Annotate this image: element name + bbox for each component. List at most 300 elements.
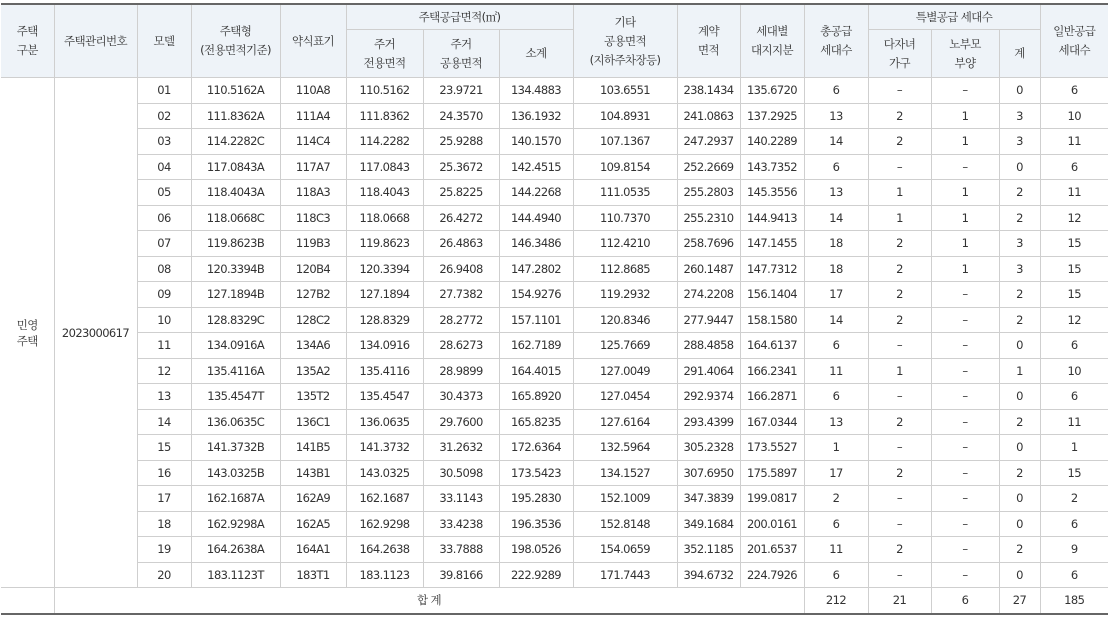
subtotal-cell: 146.3486 bbox=[499, 231, 573, 257]
residential-exclusive-cell: 119.8623 bbox=[346, 231, 423, 257]
table-row bbox=[1, 129, 1108, 155]
land-share-cell: 166.2871 bbox=[740, 384, 804, 410]
subtotal-cell: 173.5423 bbox=[499, 460, 573, 486]
house-type-cell: 110.5162A bbox=[191, 78, 280, 104]
land-share-cell: 156.1404 bbox=[740, 282, 804, 308]
supply-table bbox=[1, 3, 1108, 615]
elderly-parents-cell: – bbox=[931, 384, 999, 410]
model-cell: 14 bbox=[137, 409, 191, 435]
table-row bbox=[1, 435, 1108, 461]
residential-common-cell: 25.9288 bbox=[423, 129, 499, 155]
other-common-cell: 152.1009 bbox=[573, 486, 677, 512]
abbrev-cell: 119B3 bbox=[280, 231, 346, 257]
elderly-parents-cell: – bbox=[931, 511, 999, 537]
special-total-cell: 3 bbox=[999, 103, 1040, 129]
multi-child-cell: 1 bbox=[868, 205, 931, 231]
abbrev-cell: 110A8 bbox=[280, 78, 346, 104]
land-share-cell: 158.1580 bbox=[740, 307, 804, 333]
model-cell: 20 bbox=[137, 562, 191, 588]
general-supply-cell: 15 bbox=[1040, 231, 1108, 257]
table-row bbox=[1, 256, 1108, 282]
table-row bbox=[1, 511, 1108, 537]
residential-common-cell: 26.9408 bbox=[423, 256, 499, 282]
elderly-parents-cell: – bbox=[931, 435, 999, 461]
header-contract-area: 계약 면적 bbox=[677, 4, 740, 78]
multi-child-cell: 2 bbox=[868, 231, 931, 257]
totals-elderly-parents: 6 bbox=[931, 588, 999, 614]
multi-child-cell: – bbox=[868, 511, 931, 537]
subtotal-cell: 222.9289 bbox=[499, 562, 573, 588]
general-supply-cell: 15 bbox=[1040, 282, 1108, 308]
other-common-cell: 111.0535 bbox=[573, 180, 677, 206]
contract-area-cell: 241.0863 bbox=[677, 103, 740, 129]
table-row bbox=[1, 103, 1108, 129]
other-common-cell: 127.0049 bbox=[573, 358, 677, 384]
header-subtotal: 소계 bbox=[499, 30, 573, 78]
totals-multi-child: 21 bbox=[868, 588, 931, 614]
general-supply-cell: 12 bbox=[1040, 307, 1108, 333]
special-total-cell: 3 bbox=[999, 256, 1040, 282]
contract-area-cell: 258.7696 bbox=[677, 231, 740, 257]
elderly-parents-cell: 1 bbox=[931, 103, 999, 129]
land-share-cell: 144.9413 bbox=[740, 205, 804, 231]
model-cell: 10 bbox=[137, 307, 191, 333]
multi-child-cell: – bbox=[868, 562, 931, 588]
land-share-cell: 167.0344 bbox=[740, 409, 804, 435]
other-common-cell: 127.0454 bbox=[573, 384, 677, 410]
residential-exclusive-cell: 114.2282 bbox=[346, 129, 423, 155]
land-share-cell: 145.3556 bbox=[740, 180, 804, 206]
elderly-parents-cell: 1 bbox=[931, 256, 999, 282]
contract-area-cell: 307.6950 bbox=[677, 460, 740, 486]
total-supply-cell: 17 bbox=[804, 460, 868, 486]
abbrev-cell: 135A2 bbox=[280, 358, 346, 384]
abbrev-cell: 136C1 bbox=[280, 409, 346, 435]
special-total-cell: 2 bbox=[999, 409, 1040, 435]
table-row bbox=[1, 384, 1108, 410]
special-total-cell: 0 bbox=[999, 435, 1040, 461]
subtotal-cell: 198.0526 bbox=[499, 537, 573, 563]
table-row bbox=[1, 154, 1108, 180]
special-total-cell: 0 bbox=[999, 154, 1040, 180]
multi-child-cell: 2 bbox=[868, 129, 931, 155]
elderly-parents-cell: – bbox=[931, 486, 999, 512]
header-total-supply: 총공급 세대수 bbox=[804, 4, 868, 78]
residential-common-cell: 28.9899 bbox=[423, 358, 499, 384]
elderly-parents-cell: – bbox=[931, 460, 999, 486]
land-share-cell: 147.7312 bbox=[740, 256, 804, 282]
subtotal-cell: 140.1570 bbox=[499, 129, 573, 155]
residential-common-cell: 27.7382 bbox=[423, 282, 499, 308]
house-type-cell: 114.2282C bbox=[191, 129, 280, 155]
general-supply-cell: 10 bbox=[1040, 358, 1108, 384]
table-row bbox=[1, 358, 1108, 384]
other-common-cell: 112.4210 bbox=[573, 231, 677, 257]
house-type-cell: 134.0916A bbox=[191, 333, 280, 359]
total-supply-cell: 11 bbox=[804, 537, 868, 563]
model-cell: 03 bbox=[137, 129, 191, 155]
subtotal-cell: 147.2802 bbox=[499, 256, 573, 282]
contract-area-cell: 293.4399 bbox=[677, 409, 740, 435]
total-supply-cell: 6 bbox=[804, 78, 868, 104]
general-supply-cell: 6 bbox=[1040, 511, 1108, 537]
residential-common-cell: 26.4863 bbox=[423, 231, 499, 257]
abbrev-cell: 183T1 bbox=[280, 562, 346, 588]
contract-area-cell: 255.2803 bbox=[677, 180, 740, 206]
contract-area-cell: 252.2669 bbox=[677, 154, 740, 180]
contract-area-cell: 288.4858 bbox=[677, 333, 740, 359]
residential-common-cell: 33.1143 bbox=[423, 486, 499, 512]
model-cell: 18 bbox=[137, 511, 191, 537]
total-supply-cell: 13 bbox=[804, 103, 868, 129]
multi-child-cell: 2 bbox=[868, 307, 931, 333]
elderly-parents-cell: 1 bbox=[931, 129, 999, 155]
residential-exclusive-cell: 118.4043 bbox=[346, 180, 423, 206]
special-total-cell: 0 bbox=[999, 333, 1040, 359]
other-common-cell: 112.8685 bbox=[573, 256, 677, 282]
total-supply-cell: 18 bbox=[804, 256, 868, 282]
house-type-cell: 164.2638A bbox=[191, 537, 280, 563]
elderly-parents-cell: – bbox=[931, 537, 999, 563]
subtotal-cell: 165.8920 bbox=[499, 384, 573, 410]
contract-area-cell: 274.2208 bbox=[677, 282, 740, 308]
residential-common-cell: 28.2772 bbox=[423, 307, 499, 333]
total-supply-cell: 13 bbox=[804, 409, 868, 435]
land-share-cell: 201.6537 bbox=[740, 537, 804, 563]
model-cell: 12 bbox=[137, 358, 191, 384]
special-total-cell: 2 bbox=[999, 537, 1040, 563]
contract-area-cell: 394.6732 bbox=[677, 562, 740, 588]
contract-area-cell: 277.9447 bbox=[677, 307, 740, 333]
total-supply-cell: 1 bbox=[804, 435, 868, 461]
special-total-cell: 0 bbox=[999, 511, 1040, 537]
other-common-cell: 154.0659 bbox=[573, 537, 677, 563]
house-type-cell: 128.8329C bbox=[191, 307, 280, 333]
residential-exclusive-cell: 164.2638 bbox=[346, 537, 423, 563]
subtotal-cell: 172.6364 bbox=[499, 435, 573, 461]
general-supply-cell: 6 bbox=[1040, 562, 1108, 588]
house-type-cell: 183.1123T bbox=[191, 562, 280, 588]
general-supply-cell: 12 bbox=[1040, 205, 1108, 231]
table-row bbox=[1, 282, 1108, 308]
total-supply-cell: 14 bbox=[804, 129, 868, 155]
contract-area-cell: 292.9374 bbox=[677, 384, 740, 410]
land-share-cell: 135.6720 bbox=[740, 78, 804, 104]
header-other-common: 기타 공용면적 (지하주차장등) bbox=[573, 4, 677, 78]
model-cell: 06 bbox=[137, 205, 191, 231]
house-type-cell: 127.1894B bbox=[191, 282, 280, 308]
special-total-cell: 2 bbox=[999, 307, 1040, 333]
land-share-cell: 224.7926 bbox=[740, 562, 804, 588]
abbrev-cell: 164A1 bbox=[280, 537, 346, 563]
contract-area-cell: 349.1684 bbox=[677, 511, 740, 537]
total-supply-cell: 14 bbox=[804, 205, 868, 231]
land-share-cell: 173.5527 bbox=[740, 435, 804, 461]
other-common-cell: 125.7669 bbox=[573, 333, 677, 359]
land-share-cell: 147.1455 bbox=[740, 231, 804, 257]
special-total-cell: 0 bbox=[999, 384, 1040, 410]
elderly-parents-cell: – bbox=[931, 282, 999, 308]
residential-exclusive-cell: 111.8362 bbox=[346, 103, 423, 129]
residential-common-cell: 26.4272 bbox=[423, 205, 499, 231]
model-cell: 08 bbox=[137, 256, 191, 282]
residential-exclusive-cell: 136.0635 bbox=[346, 409, 423, 435]
other-common-cell: 120.8346 bbox=[573, 307, 677, 333]
header-housing-type: 주택 구분 bbox=[1, 4, 54, 78]
land-share-cell: 164.6137 bbox=[740, 333, 804, 359]
other-common-cell: 132.5964 bbox=[573, 435, 677, 461]
residential-common-cell: 33.4238 bbox=[423, 511, 499, 537]
house-type-cell: 119.8623B bbox=[191, 231, 280, 257]
elderly-parents-cell: – bbox=[931, 562, 999, 588]
residential-common-cell: 30.4373 bbox=[423, 384, 499, 410]
totals-general-supply: 185 bbox=[1040, 588, 1108, 614]
total-supply-cell: 18 bbox=[804, 231, 868, 257]
other-common-cell: 104.8931 bbox=[573, 103, 677, 129]
table-row bbox=[1, 307, 1108, 333]
elderly-parents-cell: – bbox=[931, 333, 999, 359]
residential-common-cell: 25.3672 bbox=[423, 154, 499, 180]
general-supply-cell: 2 bbox=[1040, 486, 1108, 512]
house-type-cell: 162.9298A bbox=[191, 511, 280, 537]
special-total-cell: 0 bbox=[999, 486, 1040, 512]
residential-exclusive-cell: 141.3732 bbox=[346, 435, 423, 461]
elderly-parents-cell: 1 bbox=[931, 231, 999, 257]
general-supply-cell: 15 bbox=[1040, 256, 1108, 282]
other-common-cell: 103.6551 bbox=[573, 78, 677, 104]
house-type-cell: 135.4116A bbox=[191, 358, 280, 384]
general-supply-cell: 11 bbox=[1040, 180, 1108, 206]
multi-child-cell: 2 bbox=[868, 460, 931, 486]
residential-common-cell: 31.2632 bbox=[423, 435, 499, 461]
header-mgmt-no: 주택관리번호 bbox=[54, 4, 137, 78]
land-share-cell: 175.5897 bbox=[740, 460, 804, 486]
abbrev-cell: 143B1 bbox=[280, 460, 346, 486]
table-row bbox=[1, 460, 1108, 486]
contract-area-cell: 255.2310 bbox=[677, 205, 740, 231]
header-multi-child: 다자녀 가구 bbox=[868, 30, 931, 78]
table-row bbox=[1, 231, 1108, 257]
general-supply-cell: 10 bbox=[1040, 103, 1108, 129]
model-cell: 17 bbox=[137, 486, 191, 512]
abbrev-cell: 162A5 bbox=[280, 511, 346, 537]
model-cell: 11 bbox=[137, 333, 191, 359]
abbrev-cell: 111A4 bbox=[280, 103, 346, 129]
model-cell: 13 bbox=[137, 384, 191, 410]
model-cell: 19 bbox=[137, 537, 191, 563]
land-share-cell: 166.2341 bbox=[740, 358, 804, 384]
general-supply-cell: 6 bbox=[1040, 78, 1108, 104]
contract-area-cell: 352.1185 bbox=[677, 537, 740, 563]
header-house-type: 주택형 (전용면적기준) bbox=[191, 4, 280, 78]
total-supply-cell: 2 bbox=[804, 486, 868, 512]
residential-common-cell: 25.8225 bbox=[423, 180, 499, 206]
totals-special-total: 27 bbox=[999, 588, 1040, 614]
header-special-total: 계 bbox=[999, 30, 1040, 78]
residential-exclusive-cell: 127.1894 bbox=[346, 282, 423, 308]
elderly-parents-cell: – bbox=[931, 154, 999, 180]
total-supply-cell: 17 bbox=[804, 282, 868, 308]
multi-child-cell: 2 bbox=[868, 103, 931, 129]
contract-area-cell: 291.4064 bbox=[677, 358, 740, 384]
table-body bbox=[1, 78, 1108, 614]
header-residential-exclusive: 주거 전용면적 bbox=[346, 30, 423, 78]
contract-area-cell: 247.2937 bbox=[677, 129, 740, 155]
model-cell: 07 bbox=[137, 231, 191, 257]
general-supply-cell: 6 bbox=[1040, 154, 1108, 180]
residential-exclusive-cell: 117.0843 bbox=[346, 154, 423, 180]
house-type-cell: 141.3732B bbox=[191, 435, 280, 461]
house-type-cell: 118.4043A bbox=[191, 180, 280, 206]
header-row-1 bbox=[1, 4, 1108, 30]
total-supply-cell: 6 bbox=[804, 562, 868, 588]
subtotal-cell: 195.2830 bbox=[499, 486, 573, 512]
table-row bbox=[1, 180, 1108, 206]
model-cell: 02 bbox=[137, 103, 191, 129]
special-total-cell: 2 bbox=[999, 180, 1040, 206]
house-type-cell: 162.1687A bbox=[191, 486, 280, 512]
abbrev-cell: 134A6 bbox=[280, 333, 346, 359]
residential-exclusive-cell: 128.8329 bbox=[346, 307, 423, 333]
residential-exclusive-cell: 183.1123 bbox=[346, 562, 423, 588]
house-type-cell: 118.0668C bbox=[191, 205, 280, 231]
totals-total-supply: 212 bbox=[804, 588, 868, 614]
total-supply-cell: 6 bbox=[804, 154, 868, 180]
subtotal-cell: 144.2268 bbox=[499, 180, 573, 206]
abbrev-cell: 162A9 bbox=[280, 486, 346, 512]
land-share-cell: 143.7352 bbox=[740, 154, 804, 180]
table-row bbox=[1, 205, 1108, 231]
land-share-cell: 199.0817 bbox=[740, 486, 804, 512]
special-total-cell: 2 bbox=[999, 460, 1040, 486]
residential-exclusive-cell: 120.3394 bbox=[346, 256, 423, 282]
house-type-cell: 111.8362A bbox=[191, 103, 280, 129]
total-supply-cell: 14 bbox=[804, 307, 868, 333]
residential-common-cell: 23.9721 bbox=[423, 78, 499, 104]
header-elderly-parents: 노부모 부양 bbox=[931, 30, 999, 78]
header-supply-area: 주택공급면적(㎡) bbox=[346, 4, 573, 30]
general-supply-cell: 6 bbox=[1040, 333, 1108, 359]
header-land-share: 세대별 대지지분 bbox=[740, 4, 804, 78]
special-total-cell: 2 bbox=[999, 205, 1040, 231]
totals-label: 합 계 bbox=[54, 588, 804, 614]
multi-child-cell: 2 bbox=[868, 409, 931, 435]
total-supply-cell: 6 bbox=[804, 384, 868, 410]
general-supply-cell: 11 bbox=[1040, 129, 1108, 155]
other-common-cell: 152.8148 bbox=[573, 511, 677, 537]
model-cell: 15 bbox=[137, 435, 191, 461]
subtotal-cell: 134.4883 bbox=[499, 78, 573, 104]
mgmt-no-cell: 2023000617 bbox=[54, 78, 137, 588]
subtotal-cell: 196.3536 bbox=[499, 511, 573, 537]
contract-area-cell: 305.2328 bbox=[677, 435, 740, 461]
model-cell: 01 bbox=[137, 78, 191, 104]
abbrev-cell: 118A3 bbox=[280, 180, 346, 206]
total-supply-cell: 13 bbox=[804, 180, 868, 206]
other-common-cell: 110.7370 bbox=[573, 205, 677, 231]
table-row bbox=[1, 333, 1108, 359]
multi-child-cell: 2 bbox=[868, 282, 931, 308]
abbrev-cell: 141B5 bbox=[280, 435, 346, 461]
model-cell: 09 bbox=[137, 282, 191, 308]
subtotal-cell: 154.9276 bbox=[499, 282, 573, 308]
abbrev-cell: 118C3 bbox=[280, 205, 346, 231]
table-row bbox=[1, 562, 1108, 588]
housing-type-cell: 민영 주택 bbox=[1, 78, 54, 588]
other-common-cell: 119.2932 bbox=[573, 282, 677, 308]
residential-common-cell: 28.6273 bbox=[423, 333, 499, 359]
residential-common-cell: 24.3570 bbox=[423, 103, 499, 129]
table-row bbox=[1, 409, 1108, 435]
model-cell: 16 bbox=[137, 460, 191, 486]
table-row bbox=[1, 78, 1108, 104]
house-type-cell: 120.3394B bbox=[191, 256, 280, 282]
totals-row bbox=[1, 588, 1108, 614]
other-common-cell: 171.7443 bbox=[573, 562, 677, 588]
general-supply-cell: 9 bbox=[1040, 537, 1108, 563]
header-model: 모델 bbox=[137, 4, 191, 78]
abbrev-cell: 114C4 bbox=[280, 129, 346, 155]
table-row bbox=[1, 537, 1108, 563]
model-cell: 05 bbox=[137, 180, 191, 206]
special-total-cell: 0 bbox=[999, 78, 1040, 104]
land-share-cell: 137.2925 bbox=[740, 103, 804, 129]
total-supply-cell: 11 bbox=[804, 358, 868, 384]
house-type-cell: 135.4547T bbox=[191, 384, 280, 410]
residential-exclusive-cell: 135.4116 bbox=[346, 358, 423, 384]
table-row bbox=[1, 486, 1108, 512]
multi-child-cell: – bbox=[868, 154, 931, 180]
elderly-parents-cell: – bbox=[931, 78, 999, 104]
subtotal-cell: 164.4015 bbox=[499, 358, 573, 384]
abbrev-cell: 127B2 bbox=[280, 282, 346, 308]
subtotal-cell: 136.1932 bbox=[499, 103, 573, 129]
multi-child-cell: – bbox=[868, 435, 931, 461]
multi-child-cell: 1 bbox=[868, 180, 931, 206]
house-type-cell: 143.0325B bbox=[191, 460, 280, 486]
header-general-supply: 일반공급 세대수 bbox=[1040, 4, 1108, 78]
multi-child-cell: – bbox=[868, 384, 931, 410]
house-type-cell: 117.0843A bbox=[191, 154, 280, 180]
residential-common-cell: 39.8166 bbox=[423, 562, 499, 588]
total-supply-cell: 6 bbox=[804, 511, 868, 537]
special-total-cell: 3 bbox=[999, 231, 1040, 257]
header-residential-common: 주거 공용면적 bbox=[423, 30, 499, 78]
residential-exclusive-cell: 162.1687 bbox=[346, 486, 423, 512]
multi-child-cell: – bbox=[868, 78, 931, 104]
elderly-parents-cell: – bbox=[931, 409, 999, 435]
other-common-cell: 107.1367 bbox=[573, 129, 677, 155]
totals-blank-cell bbox=[1, 588, 54, 614]
abbrev-cell: 117A7 bbox=[280, 154, 346, 180]
special-total-cell: 1 bbox=[999, 358, 1040, 384]
multi-child-cell: 1 bbox=[868, 358, 931, 384]
other-common-cell: 134.1527 bbox=[573, 460, 677, 486]
multi-child-cell: – bbox=[868, 333, 931, 359]
abbrev-cell: 120B4 bbox=[280, 256, 346, 282]
header-abbrev: 약식표기 bbox=[280, 4, 346, 78]
other-common-cell: 109.8154 bbox=[573, 154, 677, 180]
special-total-cell: 2 bbox=[999, 282, 1040, 308]
subtotal-cell: 162.7189 bbox=[499, 333, 573, 359]
elderly-parents-cell: – bbox=[931, 358, 999, 384]
residential-common-cell: 33.7888 bbox=[423, 537, 499, 563]
subtotal-cell: 165.8235 bbox=[499, 409, 573, 435]
house-type-cell: 136.0635C bbox=[191, 409, 280, 435]
multi-child-cell: – bbox=[868, 486, 931, 512]
residential-exclusive-cell: 143.0325 bbox=[346, 460, 423, 486]
general-supply-cell: 6 bbox=[1040, 384, 1108, 410]
